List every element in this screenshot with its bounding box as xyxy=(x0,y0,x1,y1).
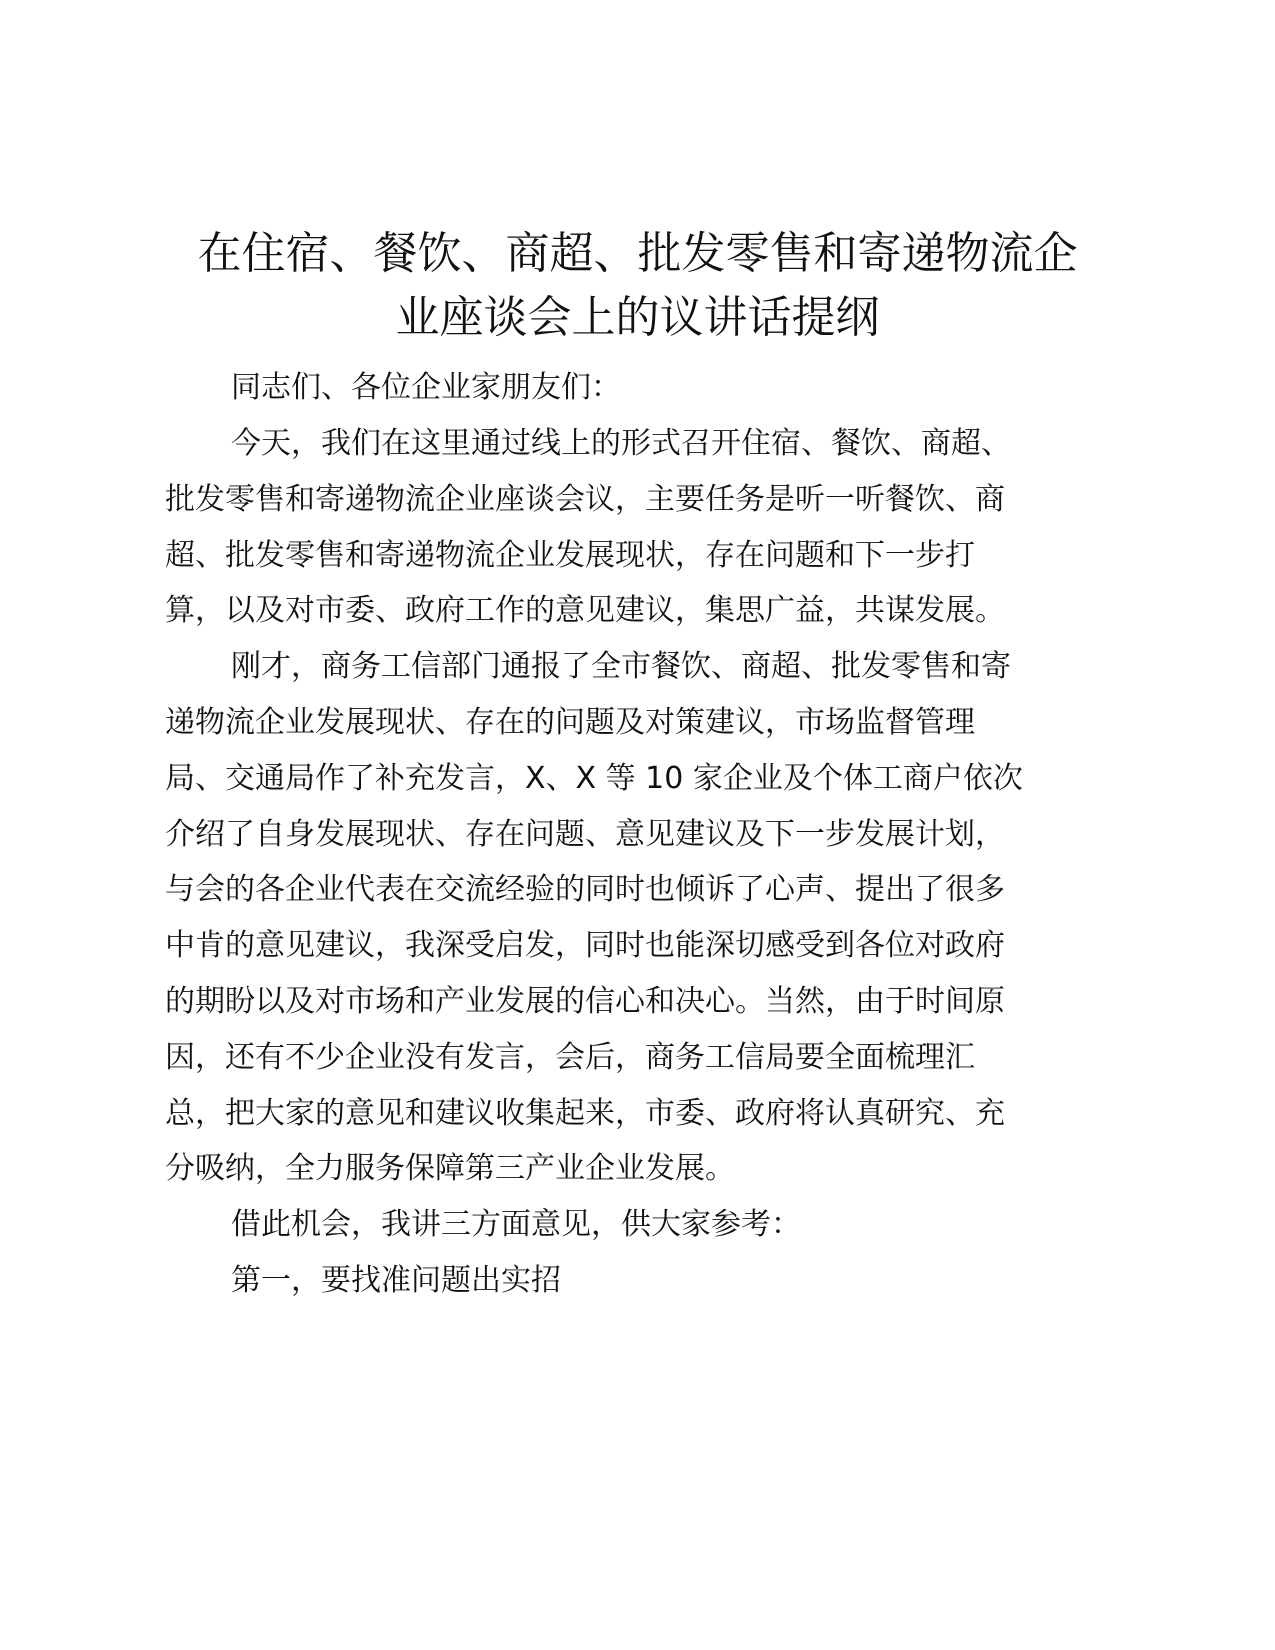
body-line: 刚才，商务工信部门通报了全市餐饮、商超、批发零售和寄 xyxy=(231,649,1011,684)
section-heading: 第一，要找准问题出实招 xyxy=(231,1263,561,1298)
body-line: 中肯的意见建议，我深受启发，同时也能深切感受到各位对政府 xyxy=(165,928,1005,963)
body-line: 借此机会，我讲三方面意见，供大家参考： xyxy=(231,1207,801,1242)
body-line: 算，以及对市委、政府工作的意见建议，集思广益，共谋发展。 xyxy=(165,593,1005,628)
body-line: 递物流企业发展现状、存在的问题及对策建议，市场监督管理 xyxy=(165,705,975,740)
body-line: 今天，我们在这里通过线上的形式召开住宿、餐饮、商超、 xyxy=(231,426,1011,461)
body-line: 分吸纳，全力服务保障第三产业企业发展。 xyxy=(165,1151,735,1186)
body-line: 超、批发零售和寄递物流企业发展现状，存在问题和下一步打 xyxy=(165,538,975,573)
body-line: 介绍了自身发展现状、存在问题、意见建议及下一步发展计划， xyxy=(165,817,1005,852)
document-title-line-2: 业座谈会上的议讲话提纲 xyxy=(395,292,880,343)
body-line: 局、交通局作了补充发言，X、X 等 10 家企业及个体工商户依次 xyxy=(165,761,1023,796)
body-line: 与会的各企业代表在交流经验的同时也倾诉了心声、提出了很多 xyxy=(165,872,1005,907)
salutation: 同志们、各位企业家朋友们： xyxy=(231,370,621,405)
body-line: 批发零售和寄递物流企业座谈会议，主要任务是听一听餐饮、商 xyxy=(165,482,1005,517)
body-line: 因，还有不少企业没有发言，会后，商务工信局要全面梳理汇 xyxy=(165,1040,975,1075)
body-line: 的期盼以及对市场和产业发展的信心和决心。当然，由于时间原 xyxy=(165,984,1005,1019)
document-title-line-1: 在住宿、餐饮、商超、批发零售和寄递物流企 xyxy=(197,228,1078,279)
body-line: 总，把大家的意见和建议收集起来，市委、政府将认真研究、充 xyxy=(165,1096,1005,1131)
